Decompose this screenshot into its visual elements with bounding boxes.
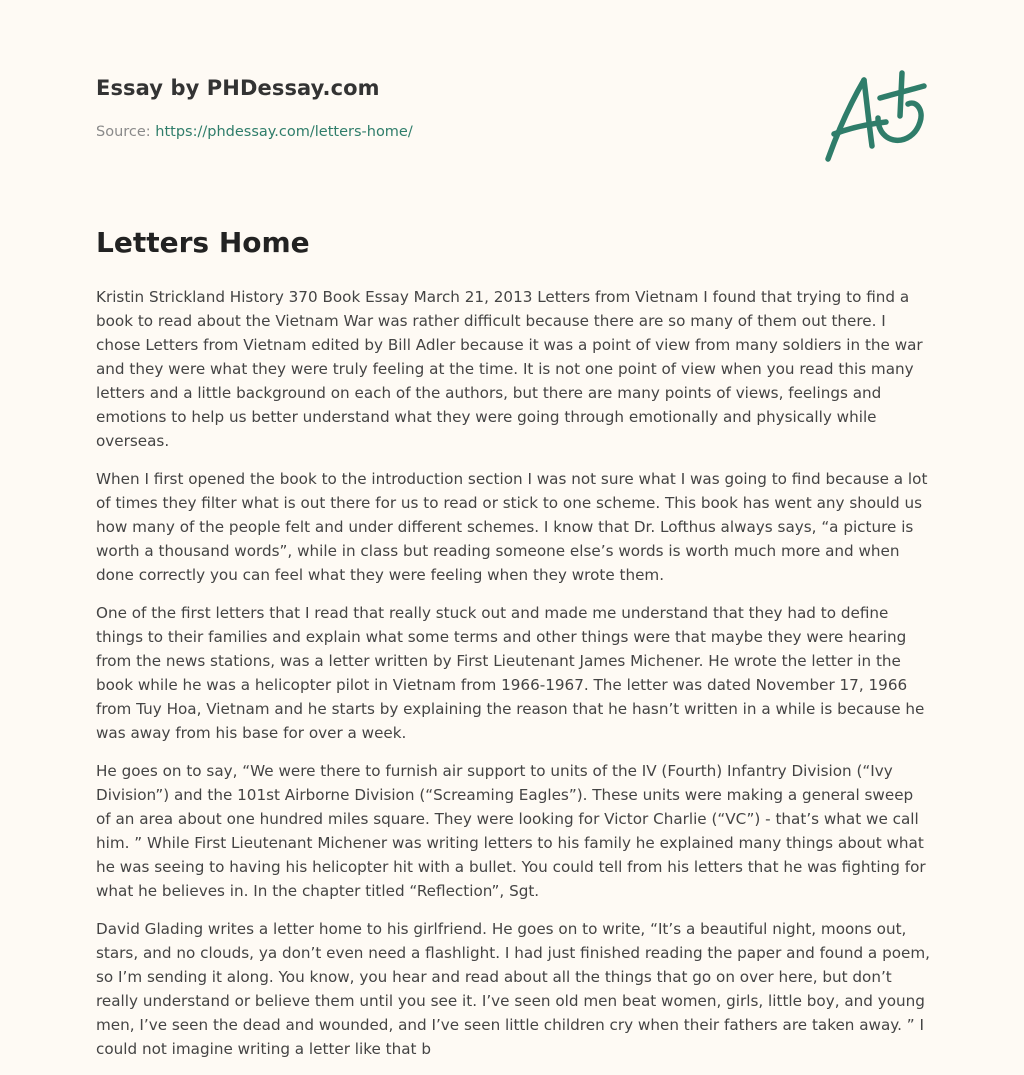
a-plus-logo-icon: [820, 66, 930, 166]
paragraph: Kristin Strickland History 370 Book Essay March 21, 2013 Letters from Vietnam I found that trying to find a book to read about the Vietnam War was rather difficult because there are so many of them out there. I chose Letters from Vietnam edited by Bill Adler because it was a point of view from many soldiers in the war and they were what they were truly feeling at the time. It is not one point of view when you read this many letters and a little background on each of the authors, but there are many points of views, feelings and emotions to help us better understand what they were going through emotionally and physically while overseas.: [96, 288, 923, 450]
source-link[interactable]: https://phdessay.com/letters-home/: [155, 124, 413, 140]
paragraph: He goes on to say, “We were there to furnish air support to units of the IV (Fourth) Infantry Division (“Ivy Division”) and the 101st Airborne Division (“Screaming Eagles”). These units were making a general sweep of an area about one hundred miles square. They were looking for Victor Charlie (“VC”) - that’s what we call him. ” While First Lieutenant Michener was writing letters to his family he explained many things about what he was seeing to having his helicopter hit with a bullet. You could tell from his letters that he was fighting for what he believes in. In the chapter titled “Reflection”, Sgt.: [96, 762, 926, 900]
paragraph: David Glading writes a letter home to his girlfriend. He goes on to write, “It’s a beautiful night, moons out, stars, and no clouds, ya don’t even need a flashlight. I had just finished reading the paper and found a poem, so I’m sending it along. You know, you hear and read about all the things that go on over here, but don’t really understand or believe them until you see it. I’ve seen old men beat women, girls, little boy, and young men, I’ve seen the dead and wounded, and I’ve seen little children cry when their fathers are taken away. ” I could not imagine writing a letter like that b: [96, 920, 930, 1058]
paragraph: One of the first letters that I read that really stuck out and made me understand that they had to define things to their families and explain what some terms and other things were that maybe they were hearing from the news stations, was a letter written by First Lieutenant James Michener. He wrote the letter in the book while he was a helicopter pilot in Vietnam from 1966-1967. The letter was dated November 17, 1966 from Tuy Hoa, Vietnam and he starts by explaining the reason that he hasn’t written in a while is because he was away from his base for over a week.: [96, 604, 925, 742]
source-line: [96, 124, 413, 140]
paragraph: When I first opened the book to the introduction section I was not sure what I was going to find because a lot of times they filter what is out there for us to read or stick to one scheme. This book has went any should us how many of the people felt and under different schemes. I know that Dr. Lofthus always says, “a picture is worth a thousand words”, while in class but reading someone else’s words is worth much more and when done correctly you can feel what they were feeling when they wrote them.: [96, 470, 928, 584]
article-body: [96, 285, 930, 1075]
source-label: Source:: [96, 124, 156, 140]
brand-title: Essay by PHDessay.com: [96, 76, 380, 100]
article-title: Letters Home: [96, 226, 310, 259]
